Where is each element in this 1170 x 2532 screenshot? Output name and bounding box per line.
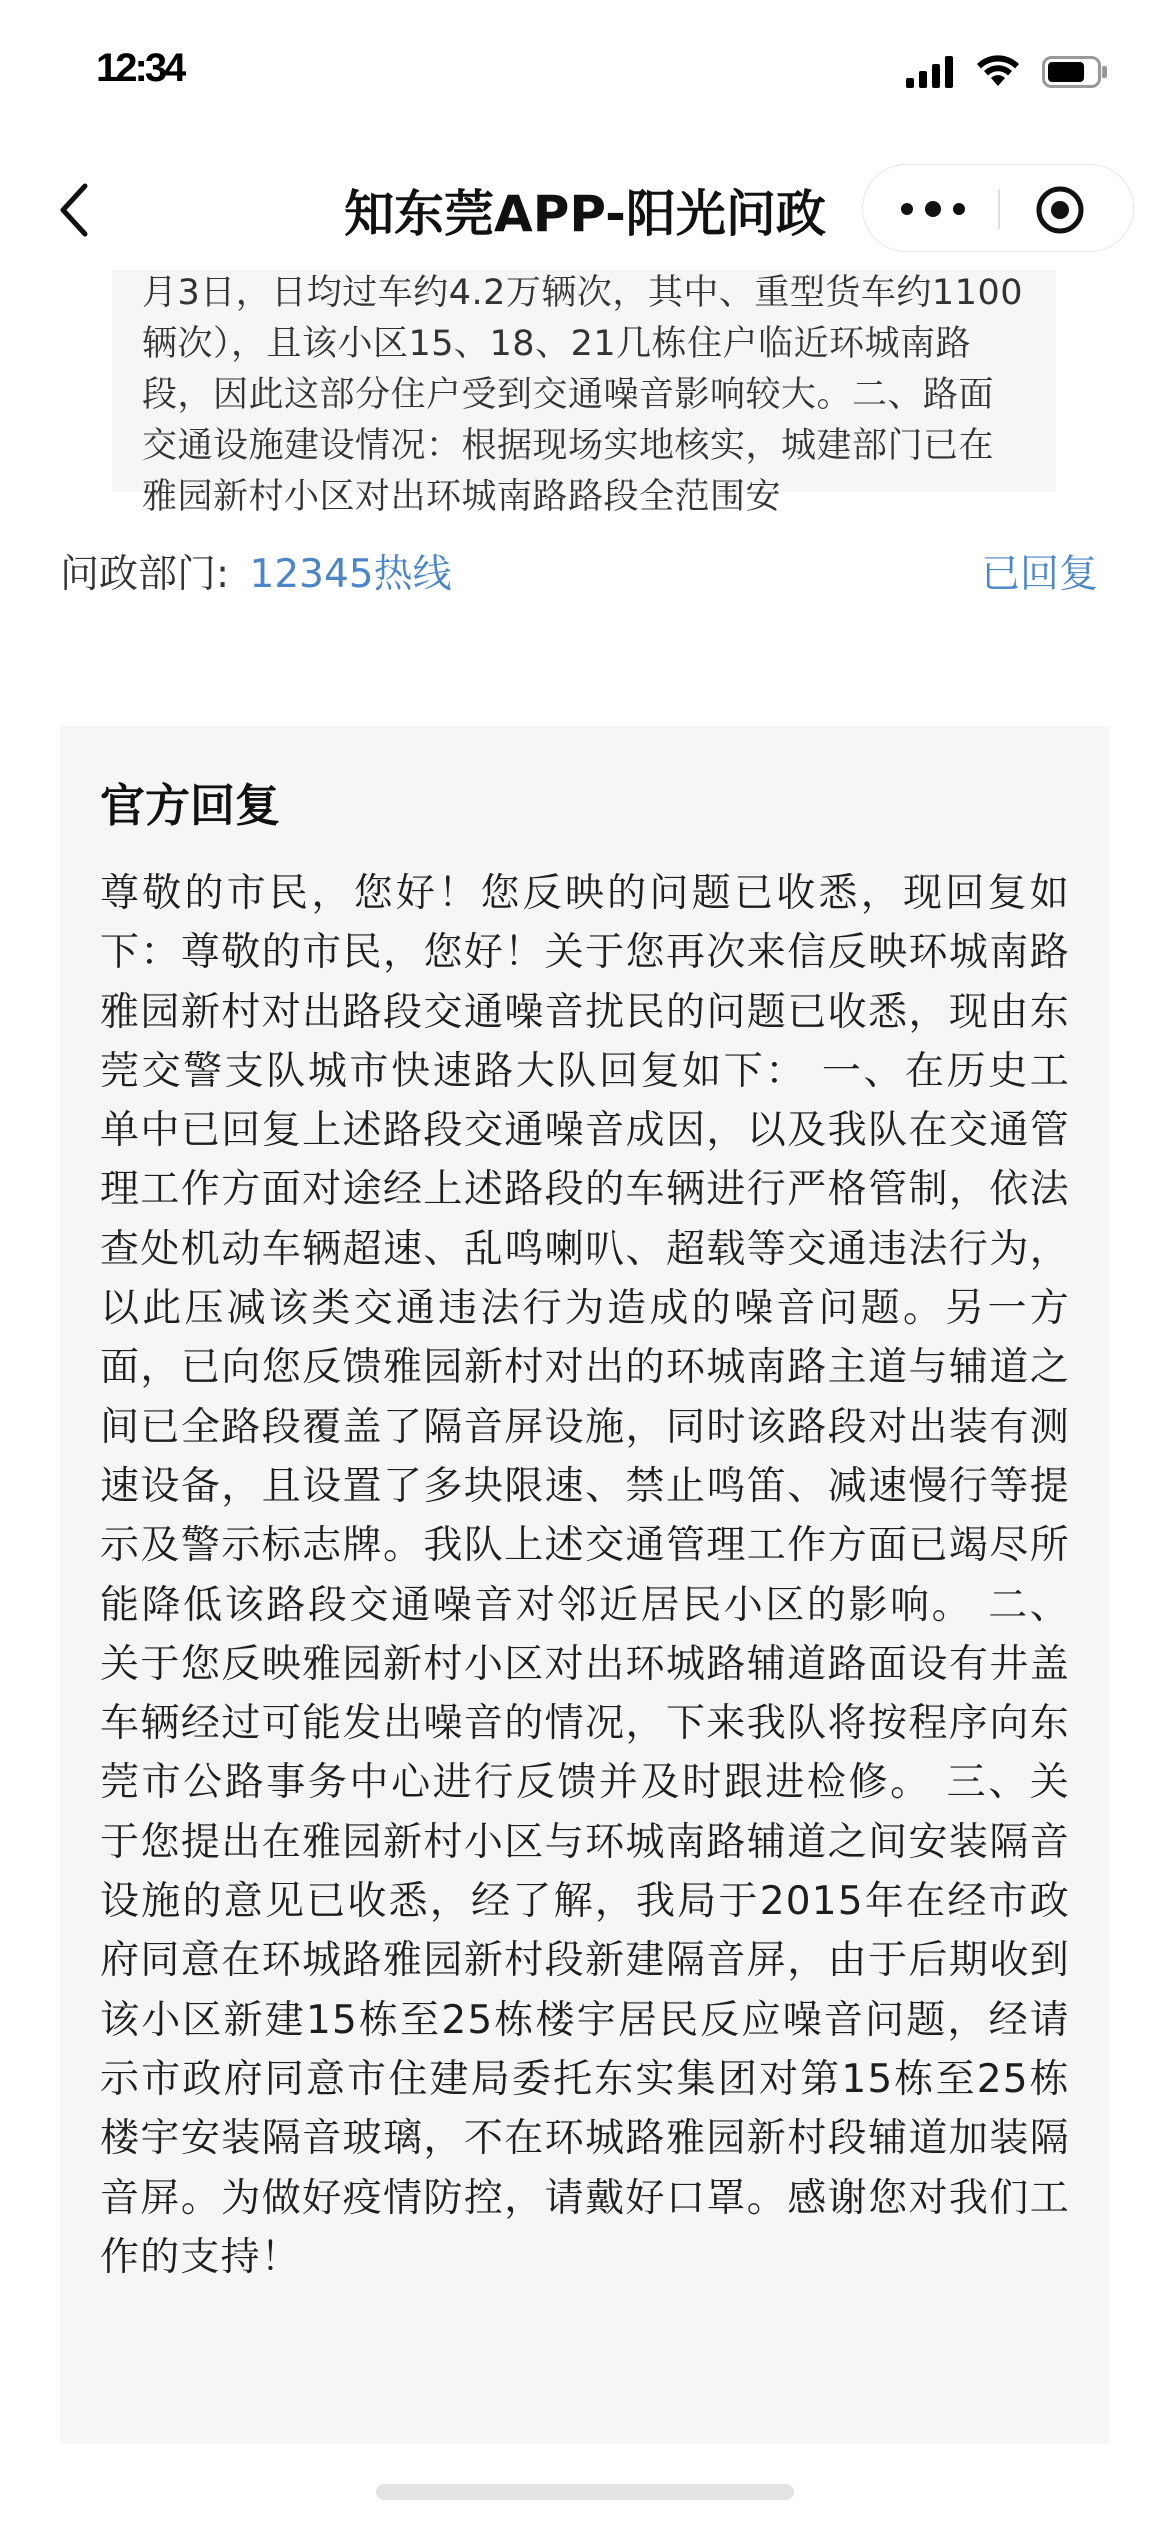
question-text: 月3日，日均过车约4.2万辆次，其中、重型货车约1100辆次），且该小区15、18、21几栋住户临近环城南路段，因此这部分住户受到交通噪音影响较大。二、路面交通设施建设情况：根据现场实地核实，城建部门已在雅园新村小区对出环城南路路段全范围安 <box>142 273 1024 517</box>
wifi-icon <box>976 56 1020 88</box>
cellular-signal-icon <box>906 56 954 88</box>
battery-icon <box>1042 56 1108 88</box>
capsule-divider <box>998 189 1000 229</box>
status-bar <box>0 0 1170 150</box>
reply-status-badge: 已回复 <box>980 552 1098 597</box>
reply-body: 尊敬的市民，您好！您反映的问题已收悉，现回复如下：尊敬的市民，您好！关于您再次来信反映环城南路雅园新村对出路段交通噪音扰民的问题已收悉，现由东莞交警支队城市快速路大队回复如下： 一、在历史工单中已回复上述路段交通噪音成因，以及我队在交通管理工作方面对途经上述路段的车辆进行严格管制，依法查处机动车辆超速、乱鸣喇叭、超载等交通违法行为，以此压减该类交通违法行为造成的噪音问题。另一方面，已向您反馈雅园新村对出的环城南路主道与辅道之间已全路段覆盖了隔音屏设施，同时该路段对出装有测速设备，且设置了多块限速、禁止鸣笛、减速慢行等提示及警示标志牌。我队上述交通管理工作方面已竭尽所能降低该路段交通噪音对邻近居民小区的影响。 二、关于您反映雅园新村小区对出环城路辅道路面设有井盖车辆经过可能发出噪音的情况，下来我队将按程序向东莞市公路事务中心进行反馈并及时跟进检修。 三、关于您提出在雅园新村小区与环城南路辅道之间安装隔音设施的意见已收悉，经了解，我局于2015年在经市政府同意在环城路雅园新村段新建隔音屏，由于后期收到该小区新建15栋至25栋楼宇居民反应噪音问题，经请示市政府同意市住建局委托东实集团对第15栋至25栋楼宇安装隔音玻璃，不在环城路雅园新村段辅道加装隔音屏。为做好疫情防控，请戴好口罩。感谢您对我们工作的支持！ <box>100 871 1070 2280</box>
more-dots-icon <box>925 201 941 217</box>
question-content-box[interactable] <box>112 270 1056 517</box>
home-indicator[interactable] <box>376 2484 794 2500</box>
department-link[interactable]: 12345热线 <box>249 552 452 597</box>
nav-bar <box>0 150 1170 270</box>
more-button[interactable] <box>901 195 965 223</box>
page-title: 知东莞APP-阳光问政 <box>344 185 826 243</box>
more-dots-icon <box>901 203 913 215</box>
department-label: 问政部门: <box>60 552 230 597</box>
target-close-icon[interactable] <box>1035 185 1085 235</box>
status-icons <box>906 52 1108 92</box>
status-time: 12:34 <box>96 46 184 90</box>
department-row <box>60 540 1110 610</box>
more-dots-icon <box>953 203 965 215</box>
mini-program-capsule <box>862 164 1134 252</box>
official-reply-card <box>60 726 1110 2444</box>
reply-title: 官方回复 <box>100 779 281 832</box>
